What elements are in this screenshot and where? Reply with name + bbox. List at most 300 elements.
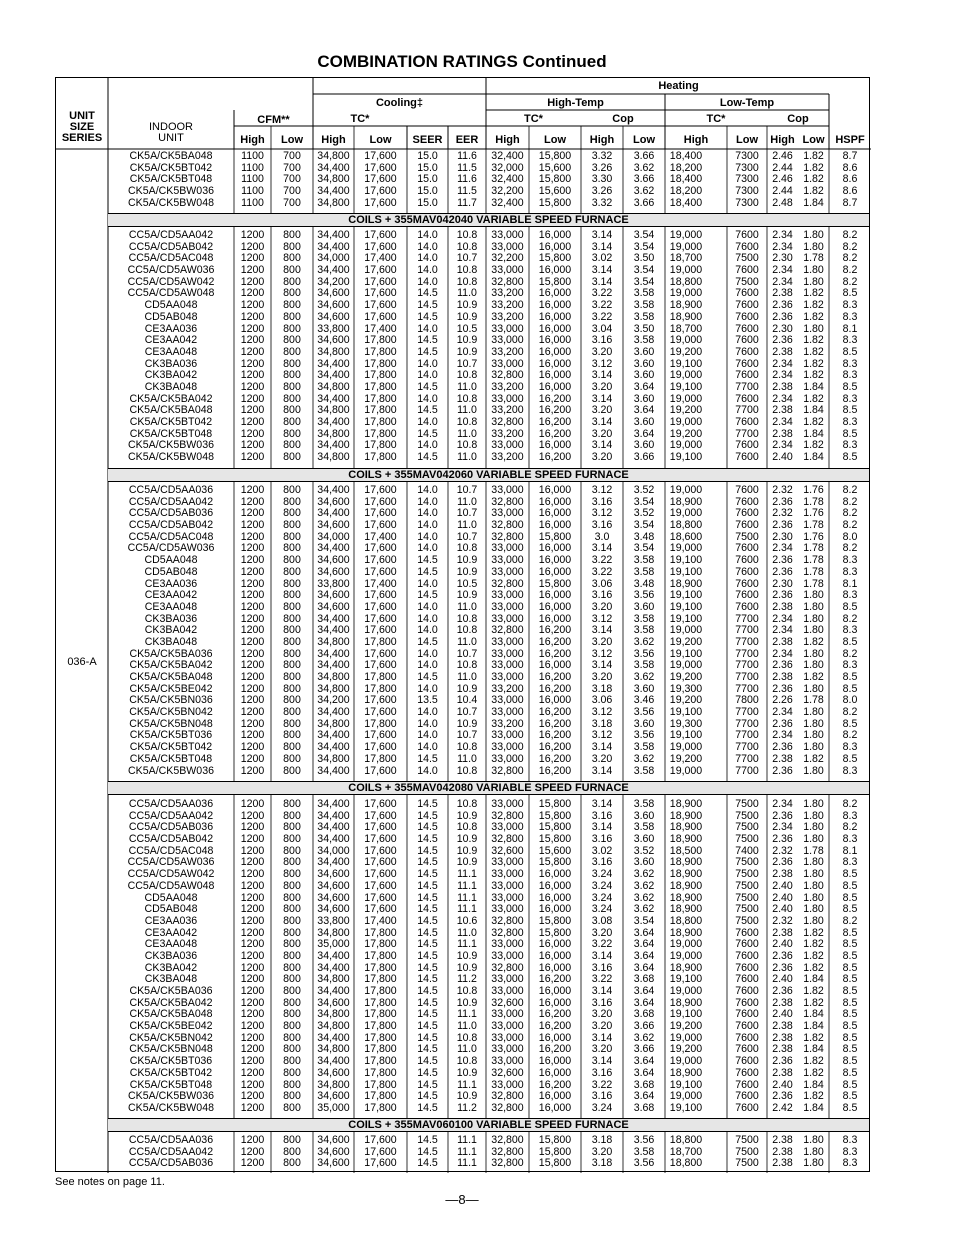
table-row bbox=[56, 707, 869, 719]
eer-cell: 10.8 bbox=[456, 624, 478, 637]
cfm-high-cell: 1200 bbox=[240, 439, 265, 452]
cooling-tc-low-cell: 17,800 bbox=[364, 635, 397, 648]
cooling-tc-high-cell: 34,400 bbox=[317, 985, 350, 997]
indoor-unit-cell: CK5A/CK5BW036 bbox=[128, 764, 214, 777]
low-cop-high-cell: 2.40 bbox=[772, 938, 793, 951]
seer-cell: 14.0 bbox=[417, 495, 438, 508]
eer-cell: 11.0 bbox=[457, 635, 477, 648]
cooling-tc-high-cell: 34,600 bbox=[317, 600, 350, 613]
cfm-high-cell: 1100 bbox=[241, 196, 264, 209]
cooling-tc-low-cell: 17,600 bbox=[364, 833, 397, 846]
cooling-tc-high-header: High bbox=[321, 134, 346, 146]
table-row bbox=[56, 1068, 869, 1080]
cooling-tc-header: TC* bbox=[350, 113, 370, 125]
cfm-low-cell: 800 bbox=[283, 1145, 301, 1158]
eer-cell: 10.9 bbox=[456, 844, 478, 857]
low-cop-high-cell: 2.32 bbox=[772, 507, 793, 520]
indoor-unit-cell: CC5A/CD5AB036 bbox=[128, 507, 214, 520]
indoor-unit-cell: CE3AA048 bbox=[144, 345, 198, 358]
cfm-low-cell: 800 bbox=[283, 519, 301, 532]
eer-cell: 10.7 bbox=[456, 530, 478, 543]
indoor-unit-cell: CK5A/CK5BE042 bbox=[129, 1020, 213, 1033]
heat-tc-high-cell: 33,000 bbox=[491, 949, 524, 962]
hspf-cell: 8.2 bbox=[842, 798, 858, 810]
heat-cop-low-cell: 3.60 bbox=[633, 357, 655, 370]
indoor-unit-cell: CC5A/CD5AA036 bbox=[128, 1134, 214, 1146]
heat-tc-low-cell: 16,200 bbox=[538, 764, 572, 777]
low-tc-high-cell: 18,900 bbox=[669, 577, 703, 590]
cfm-low-cell: 800 bbox=[283, 729, 301, 742]
low-tc-low-cell: 7500 bbox=[735, 275, 759, 288]
hspf-cell: 8.5 bbox=[842, 404, 858, 417]
hspf-cell: 8.3 bbox=[842, 589, 858, 602]
heat-tc-high-cell: 33,000 bbox=[491, 484, 524, 496]
heat-cop-high-cell: 3.20 bbox=[591, 427, 613, 440]
heat-cop-low-cell: 3.60 bbox=[633, 833, 655, 846]
cfm-low-cell: 800 bbox=[283, 589, 301, 602]
heat-cop-low-cell: 3.60 bbox=[633, 600, 655, 613]
indoor-unit-cell: CD5AB048 bbox=[144, 565, 198, 578]
heat-cop-low-cell: 3.56 bbox=[633, 1134, 655, 1146]
heat-tc-low-cell: 16,200 bbox=[538, 404, 572, 417]
low-tc-high-cell: 18,900 bbox=[669, 833, 703, 846]
hspf-cell: 8.1 bbox=[842, 322, 858, 335]
low-tc-low-cell: 7600 bbox=[735, 345, 759, 358]
heat-tc-high-cell: 33,000 bbox=[491, 659, 524, 672]
low-cop-low-header: Low bbox=[802, 134, 825, 146]
heat-cop-low-cell: 3.56 bbox=[633, 706, 655, 719]
indoor-unit-cell: CC5A/CD5AC048 bbox=[128, 252, 214, 265]
cooling-tc-low-cell: 17,800 bbox=[364, 1008, 397, 1021]
cooling-tc-low-cell: 17,600 bbox=[364, 507, 397, 520]
hspf-cell: 8.6 bbox=[842, 161, 858, 174]
low-tc-low-cell: 7300 bbox=[735, 161, 759, 174]
seer-cell: 14.5 bbox=[417, 844, 438, 857]
heat-cop-high-cell: 3.16 bbox=[591, 1090, 613, 1103]
low-tc-high-cell: 18,800 bbox=[669, 275, 703, 288]
cfm-low-cell: 800 bbox=[283, 287, 301, 300]
heat-tc-low-cell: 16,000 bbox=[538, 961, 572, 974]
cfm-low-cell: 700 bbox=[283, 196, 301, 209]
eer-cell: 10.5 bbox=[456, 577, 478, 590]
high-temp-tc-header: TC* bbox=[524, 113, 543, 125]
low-tc-high-cell: 19,100 bbox=[669, 973, 703, 986]
heat-tc-high-cell: 33,000 bbox=[491, 903, 524, 916]
cfm-low-cell: 800 bbox=[283, 229, 301, 241]
low-tc-low-cell: 7700 bbox=[735, 404, 759, 417]
cfm-high-cell: 1200 bbox=[240, 659, 265, 672]
indoor-unit-cell: CK3BA036 bbox=[144, 612, 198, 625]
low-cop-high-cell: 2.34 bbox=[772, 439, 793, 452]
cfm-high-cell: 1200 bbox=[240, 519, 265, 532]
low-tc-low-cell: 7300 bbox=[735, 173, 759, 186]
heat-cop-low-header: Low bbox=[633, 134, 655, 146]
low-cop-low-cell: 1.82 bbox=[803, 439, 824, 452]
table-row bbox=[56, 672, 869, 684]
low-cop-high-cell: 2.38 bbox=[772, 868, 793, 881]
heat-tc-low-cell: 16,000 bbox=[538, 694, 572, 707]
cfm-low-cell: 800 bbox=[283, 809, 301, 822]
heat-cop-high-cell: 3.24 bbox=[591, 903, 613, 916]
cooling-tc-low-cell: 17,800 bbox=[364, 416, 397, 428]
heat-tc-high-cell: 32,400 bbox=[491, 173, 524, 186]
heat-tc-high-header: High bbox=[495, 134, 520, 146]
heat-cop-low-cell: 3.64 bbox=[633, 1055, 655, 1068]
cfm-high-cell: 1200 bbox=[240, 322, 265, 335]
heat-cop-high-cell: 3.14 bbox=[591, 439, 613, 452]
heat-cop-high-cell: 3.04 bbox=[591, 322, 613, 335]
heat-cop-high-cell: 3.20 bbox=[591, 1008, 613, 1021]
table-row bbox=[56, 1103, 869, 1115]
low-cop-high-cell: 2.40 bbox=[772, 451, 793, 464]
eer-cell: 11.5 bbox=[457, 161, 477, 174]
low-tc-high-cell: 18,700 bbox=[669, 1145, 703, 1158]
low-cop-low-cell: 1.82 bbox=[803, 310, 824, 323]
cfm-low-cell: 800 bbox=[283, 973, 301, 986]
heat-tc-low-cell: 16,200 bbox=[538, 752, 572, 765]
cooling-tc-low-cell: 17,800 bbox=[364, 380, 397, 393]
heat-cop-low-cell: 3.68 bbox=[633, 1078, 655, 1091]
low-cop-low-cell: 1.84 bbox=[803, 380, 824, 393]
cooling-tc-high-cell: 34,400 bbox=[317, 264, 350, 277]
cfm-low-cell: 700 bbox=[283, 185, 301, 198]
low-cop-high-cell: 2.34 bbox=[772, 821, 793, 834]
heat-tc-low-cell: 16,000 bbox=[538, 334, 572, 347]
high-temp-cop-header: Cop bbox=[612, 113, 634, 125]
hspf-cell: 8.3 bbox=[842, 334, 858, 347]
cooling-tc-low-cell: 17,800 bbox=[364, 996, 397, 1009]
low-cop-low-cell: 1.82 bbox=[803, 949, 824, 962]
heat-tc-high-cell: 32,600 bbox=[491, 996, 524, 1009]
low-cop-low-cell: 1.80 bbox=[803, 612, 824, 625]
heat-tc-high-cell: 33,000 bbox=[491, 798, 524, 810]
heat-tc-high-cell: 32,800 bbox=[491, 416, 524, 428]
cooling-tc-high-cell: 34,200 bbox=[317, 275, 350, 288]
low-cop-low-cell: 1.80 bbox=[803, 729, 824, 742]
heat-tc-low-cell: 16,000 bbox=[538, 507, 572, 520]
table-row bbox=[56, 186, 869, 198]
heat-tc-high-cell: 33,000 bbox=[491, 694, 524, 707]
cooling-tc-low-cell: 17,600 bbox=[364, 706, 397, 719]
low-cop-low-cell: 1.78 bbox=[803, 542, 824, 555]
low-cop-low-cell: 1.76 bbox=[803, 484, 824, 496]
cooling-tc-low-cell: 17,600 bbox=[364, 844, 397, 857]
cfm-high-cell: 1200 bbox=[240, 694, 265, 707]
heat-cop-low-cell: 3.52 bbox=[633, 507, 655, 520]
cooling-tc-low-cell: 17,800 bbox=[364, 973, 397, 986]
cfm-high-cell: 1200 bbox=[240, 856, 265, 869]
seer-cell: 14.5 bbox=[417, 879, 438, 892]
cooling-tc-low-cell: 17,800 bbox=[364, 345, 397, 358]
cooling-tc-high-cell: 34,400 bbox=[317, 357, 350, 370]
seer-cell: 14.5 bbox=[417, 856, 438, 869]
cooling-tc-high-cell: 34,400 bbox=[317, 798, 350, 810]
indoor-unit-cell: CK5A/CK5BA036 bbox=[129, 647, 213, 660]
cfm-high-cell: 1200 bbox=[240, 1090, 265, 1103]
heat-tc-low-cell: 16,200 bbox=[538, 1078, 572, 1091]
low-cop-high-cell: 2.36 bbox=[772, 949, 793, 962]
heat-cop-low-cell: 3.64 bbox=[633, 961, 655, 974]
cfm-high-cell: 1200 bbox=[240, 961, 265, 974]
seer-cell: 14.5 bbox=[417, 1078, 438, 1091]
seer-cell: 15.0 bbox=[417, 185, 438, 198]
low-tc-high-cell: 19,200 bbox=[669, 427, 703, 440]
heat-cop-low-cell: 3.62 bbox=[633, 185, 655, 198]
cfm-high-cell: 1200 bbox=[240, 229, 265, 241]
seer-cell: 14.0 bbox=[417, 729, 438, 742]
cooling-tc-high-cell: 34,200 bbox=[317, 694, 350, 707]
heat-tc-high-cell: 33,000 bbox=[491, 542, 524, 555]
heat-cop-low-cell: 3.52 bbox=[633, 844, 655, 857]
low-tc-low-cell: 7600 bbox=[735, 996, 759, 1009]
cfm-high-cell: 1200 bbox=[240, 240, 265, 253]
heat-tc-low-cell: 16,200 bbox=[538, 647, 572, 660]
heat-tc-high-cell: 32,800 bbox=[491, 275, 524, 288]
hspf-cell: 8.3 bbox=[842, 310, 858, 323]
heat-cop-high-cell: 3.14 bbox=[591, 416, 613, 428]
hspf-cell: 8.5 bbox=[842, 1066, 858, 1079]
hspf-cell: 8.3 bbox=[842, 1145, 858, 1158]
cooling-tc-high-cell: 34,600 bbox=[317, 310, 350, 323]
heat-tc-high-cell: 33,000 bbox=[491, 635, 524, 648]
cooling-tc-low-cell: 17,800 bbox=[364, 1043, 397, 1056]
low-cop-low-cell: 1.80 bbox=[803, 821, 824, 834]
indoor-unit-cell: CC5A/CD5AB042 bbox=[128, 519, 214, 532]
eer-cell: 10.9 bbox=[456, 589, 478, 602]
heat-tc-high-cell: 32,800 bbox=[491, 1134, 524, 1146]
low-tc-low-cell: 7600 bbox=[735, 1031, 759, 1044]
hspf-cell: 8.5 bbox=[842, 682, 858, 695]
table-row bbox=[56, 766, 869, 778]
heat-tc-low-cell: 15,800 bbox=[538, 530, 572, 543]
low-tc-low-cell: 7600 bbox=[735, 392, 759, 405]
heat-cop-low-cell: 3.58 bbox=[633, 287, 655, 300]
cooling-tc-high-cell: 34,600 bbox=[317, 1090, 350, 1103]
heat-tc-high-cell: 32,200 bbox=[491, 252, 524, 265]
heat-cop-low-cell: 3.58 bbox=[633, 612, 655, 625]
low-tc-low-cell: 7600 bbox=[735, 519, 759, 532]
hspf-cell: 8.5 bbox=[842, 1043, 858, 1056]
eer-cell: 10.9 bbox=[456, 310, 478, 323]
cfm-low-cell: 800 bbox=[283, 612, 301, 625]
cooling-tc-high-cell: 34,800 bbox=[317, 973, 350, 986]
heat-tc-low-cell: 15,800 bbox=[538, 252, 572, 265]
cfm-high-cell: 1200 bbox=[240, 798, 265, 810]
low-tc-low-cell: 7600 bbox=[735, 264, 759, 277]
low-cop-low-cell: 1.80 bbox=[803, 879, 824, 892]
cfm-low-cell: 800 bbox=[283, 844, 301, 857]
heat-tc-high-cell: 33,000 bbox=[491, 752, 524, 765]
heat-tc-low-cell: 15,600 bbox=[538, 161, 572, 174]
heat-cop-low-cell: 3.58 bbox=[633, 798, 655, 810]
cooling-tc-low-cell: 17,800 bbox=[364, 427, 397, 440]
indoor-unit-cell: CC5A/CD5AB042 bbox=[128, 240, 214, 253]
cfm-high-cell: 1200 bbox=[240, 334, 265, 347]
indoor-unit-cell: CK5A/CK5BW048 bbox=[128, 1101, 214, 1114]
low-tc-high-cell: 19,200 bbox=[669, 694, 703, 707]
cfm-high-cell: 1100 bbox=[241, 185, 264, 198]
cfm-low-cell: 800 bbox=[283, 310, 301, 323]
cooling-tc-high-cell: 34,600 bbox=[317, 299, 350, 312]
low-tc-high-cell: 18,900 bbox=[669, 798, 703, 810]
low-tc-low-cell: 7700 bbox=[735, 427, 759, 440]
seer-cell: 14.5 bbox=[417, 1101, 438, 1114]
page-title: COMBINATION RATINGS Continued bbox=[317, 52, 607, 71]
low-cop-low-cell: 1.82 bbox=[803, 299, 824, 312]
hspf-cell: 8.2 bbox=[842, 495, 858, 508]
heat-tc-high-cell: 33,000 bbox=[491, 1031, 524, 1044]
hspf-cell: 8.5 bbox=[842, 635, 858, 648]
low-cop-high-cell: 2.38 bbox=[772, 1145, 793, 1158]
heat-cop-low-cell: 3.64 bbox=[633, 996, 655, 1009]
low-cop-high-cell: 2.34 bbox=[772, 392, 793, 405]
low-cop-low-cell: 1.82 bbox=[803, 287, 824, 300]
heat-tc-high-cell: 33,200 bbox=[491, 717, 524, 730]
low-tc-low-cell: 7600 bbox=[735, 299, 759, 312]
cooling-tc-high-cell: 34,800 bbox=[317, 451, 350, 464]
heat-tc-high-cell: 33,000 bbox=[491, 600, 524, 613]
heat-tc-low-cell: 16,200 bbox=[538, 635, 572, 648]
cooling-tc-high-cell: 35,000 bbox=[317, 938, 350, 951]
eer-cell: 11.0 bbox=[457, 671, 477, 683]
cooling-tc-high-cell: 33,800 bbox=[317, 322, 350, 335]
cfm-high-cell: 1200 bbox=[240, 542, 265, 555]
cooling-tc-high-cell: 34,600 bbox=[317, 891, 350, 904]
low-cop-low-cell: 1.80 bbox=[803, 624, 824, 637]
heat-tc-high-cell: 32,400 bbox=[491, 150, 524, 162]
low-tc-low-cell: 7700 bbox=[735, 682, 759, 695]
low-tc-high-cell: 18,600 bbox=[669, 530, 703, 543]
indoor-unit-cell: CK5A/CK5BT042 bbox=[129, 161, 213, 174]
low-tc-low-cell: 7700 bbox=[735, 717, 759, 730]
low-tc-low-cell: 7500 bbox=[735, 891, 759, 904]
eer-cell: 11.6 bbox=[457, 173, 477, 186]
hspf-cell: 8.2 bbox=[842, 914, 858, 927]
hspf-cell: 8.5 bbox=[842, 752, 858, 765]
low-tc-high-cell: 18,400 bbox=[669, 150, 703, 162]
low-cop-low-cell: 1.80 bbox=[803, 589, 824, 602]
cfm-high-cell: 1200 bbox=[240, 600, 265, 613]
table-row bbox=[56, 881, 869, 893]
low-cop-high-cell: 2.38 bbox=[772, 1157, 793, 1170]
low-cop-high-cell: 2.34 bbox=[772, 240, 793, 253]
cfm-low-cell: 800 bbox=[283, 671, 301, 683]
cooling-tc-high-cell: 34,600 bbox=[317, 1157, 350, 1170]
low-cop-high-cell: 2.38 bbox=[772, 1066, 793, 1079]
low-cop-high-cell: 2.40 bbox=[772, 973, 793, 986]
seer-cell: 14.0 bbox=[417, 439, 438, 452]
cfm-low-cell: 800 bbox=[283, 451, 301, 464]
heat-tc-low-cell: 16,000 bbox=[538, 439, 572, 452]
eer-cell: 10.8 bbox=[456, 392, 478, 405]
indoor-unit-cell: CC5A/CD5AA042 bbox=[128, 495, 214, 508]
low-tc-high-cell: 19,100 bbox=[669, 612, 703, 625]
cooling-tc-high-cell: 34,600 bbox=[317, 334, 350, 347]
seer-cell: 14.5 bbox=[417, 299, 438, 312]
low-cop-low-cell: 1.80 bbox=[803, 741, 824, 754]
heat-cop-low-cell: 3.62 bbox=[633, 903, 655, 916]
eer-cell: 10.8 bbox=[456, 369, 478, 382]
indoor-unit-cell: CK5A/CK5BA048 bbox=[129, 404, 213, 417]
cooling-tc-low-cell: 17,600 bbox=[364, 229, 397, 241]
cooling-tc-high-cell: 34,400 bbox=[317, 809, 350, 822]
heat-tc-low-cell: 16,000 bbox=[538, 1066, 572, 1079]
low-tc-high-cell: 19,000 bbox=[669, 334, 703, 347]
cooling-tc-low-cell: 17,600 bbox=[364, 240, 397, 253]
low-tc-low-cell: 7500 bbox=[735, 798, 759, 810]
low-tc-low-cell: 7700 bbox=[735, 764, 759, 777]
heat-tc-low-cell: 16,000 bbox=[538, 1090, 572, 1103]
low-tc-low-cell: 7500 bbox=[735, 868, 759, 881]
cfm-low-cell: 700 bbox=[283, 150, 301, 162]
heat-cop-high-cell: 3.14 bbox=[591, 1031, 613, 1044]
heat-tc-low-cell: 16,200 bbox=[538, 671, 572, 683]
cooling-tc-low-cell: 17,600 bbox=[364, 196, 397, 209]
indoor-unit-cell: CK5A/CK5BT042 bbox=[129, 1066, 213, 1079]
heat-cop-low-cell: 3.62 bbox=[633, 891, 655, 904]
cooling-tc-high-cell: 34,400 bbox=[317, 833, 350, 846]
heat-cop-low-cell: 3.66 bbox=[633, 173, 655, 186]
eer-cell: 10.5 bbox=[456, 322, 478, 335]
low-tc-high-cell: 19,200 bbox=[669, 345, 703, 358]
seer-cell: 13.5 bbox=[417, 694, 438, 707]
indoor-unit-cell: CK5A/CK5BT042 bbox=[129, 741, 213, 754]
low-cop-high-cell: 2.38 bbox=[772, 752, 793, 765]
heat-tc-low-cell: 16,000 bbox=[538, 345, 572, 358]
low-cop-low-cell: 1.82 bbox=[803, 1090, 824, 1103]
cooling-tc-low-cell: 17,800 bbox=[364, 1090, 397, 1103]
cfm-high-cell: 1100 bbox=[241, 161, 264, 174]
heat-tc-high-cell: 32,600 bbox=[491, 844, 524, 857]
eer-cell: 10.8 bbox=[456, 542, 478, 555]
heat-cop-high-cell: 3.18 bbox=[591, 717, 613, 730]
low-tc-high-cell: 19,000 bbox=[669, 1031, 703, 1044]
cfm-high-cell: 1200 bbox=[240, 589, 265, 602]
heat-tc-low-cell: 16,000 bbox=[538, 938, 572, 951]
cooling-tc-low-cell: 17,600 bbox=[364, 868, 397, 881]
cooling-tc-high-cell: 34,400 bbox=[317, 439, 350, 452]
low-tc-low-cell: 7300 bbox=[735, 196, 759, 209]
low-cop-high-cell: 2.38 bbox=[772, 1043, 793, 1056]
hspf-cell: 8.5 bbox=[842, 938, 858, 951]
indoor-unit-cell: CK5A/CK5BA042 bbox=[129, 659, 213, 672]
low-cop-high-cell: 2.32 bbox=[772, 914, 793, 927]
heat-cop-high-cell: 3.18 bbox=[591, 1157, 613, 1170]
indoor-unit-cell: CK5A/CK5BT048 bbox=[129, 427, 213, 440]
low-cop-high-cell: 2.48 bbox=[772, 196, 793, 209]
eer-cell: 10.8 bbox=[456, 1031, 478, 1044]
low-tc-high-cell: 19,100 bbox=[669, 380, 703, 393]
cooling-tc-high-cell: 34,400 bbox=[317, 240, 350, 253]
indoor-unit-cell: CC5A/CD5AW048 bbox=[127, 287, 215, 300]
low-tc-low-cell: 7700 bbox=[735, 612, 759, 625]
heat-tc-low-cell: 16,200 bbox=[538, 451, 572, 464]
heat-cop-low-cell: 3.54 bbox=[633, 519, 655, 532]
low-tc-low-cell: 7600 bbox=[735, 229, 759, 241]
low-cop-high-cell: 2.36 bbox=[772, 764, 793, 777]
indoor-unit-cell: CC5A/CD5AW036 bbox=[127, 856, 215, 869]
cooling-tc-high-cell: 34,800 bbox=[317, 150, 350, 162]
cfm-low-cell: 800 bbox=[283, 577, 301, 590]
low-tc-high-cell: 19,000 bbox=[669, 1055, 703, 1068]
cfm-high-cell: 1200 bbox=[240, 612, 265, 625]
heat-tc-low-cell: 16,000 bbox=[538, 868, 572, 881]
indoor-unit-cell: CK5A/CK5BT036 bbox=[129, 729, 213, 742]
heat-cop-high-cell: 3.18 bbox=[591, 1134, 613, 1146]
low-tc-high-cell: 18,200 bbox=[669, 185, 703, 198]
table-row bbox=[56, 382, 869, 394]
furnace-group-title: COILS + 355MAV042040 VARIABLE SPEED FURNACE bbox=[108, 213, 869, 227]
